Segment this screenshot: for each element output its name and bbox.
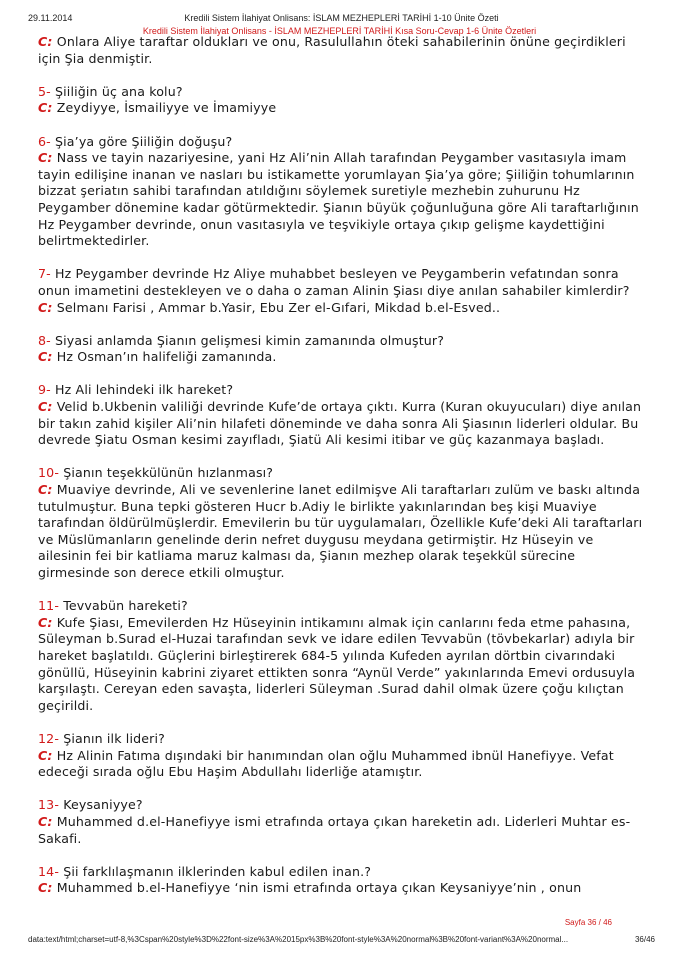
answer-text: Velid b.Ukbenin valiliği devrinde Kufe’de ortaya çıktı. Kurra (Kuran okuyucuları) diye anılan bir takın zahid kişiler Ali’nin hilafeti döneminde ve daha sonra Ali Şiasının liderleri oldular. Bu devrede Şiatu Osman kesimi zayıfladı, Şiatü Ali kesimi itibar ve güç kazanmaya başladı. bbox=[38, 399, 642, 448]
answer-text: Muhammed d.el-Hanefiyye ismi etrafında ortaya çıkan hareketin adı. Liderleri Muhtar es-Sakafi. bbox=[38, 813, 631, 846]
running-header: Kredili Sistem İlahiyat Onlisans - İSLAM MEZHEPLERİ TARİHİ Kısa Soru-Cevap 1-6 Ünite Özetleri bbox=[142, 26, 537, 36]
question-number: 13- bbox=[38, 797, 60, 813]
answer bbox=[38, 399, 650, 449]
answer bbox=[38, 34, 650, 67]
qa-item bbox=[38, 598, 650, 714]
print-url: data:text/html;charset=utf-8,%3Cspan%20style%3D%22font-size%3A%2015px%3B%20font-style%3A%20normal%3B%20font-variant%3A%20normal... bbox=[28, 935, 569, 944]
question-number: 14- bbox=[38, 863, 60, 879]
question-text: Şii farklılaşmanın ilklerinden kabul edilen inan.? bbox=[63, 863, 372, 879]
answer-label: C: bbox=[38, 747, 53, 763]
answer bbox=[38, 482, 650, 582]
page-stamp: Sayfa 36 / 46 bbox=[564, 918, 612, 927]
question bbox=[38, 333, 650, 350]
question-number: 11- bbox=[38, 598, 60, 614]
qa-item bbox=[38, 465, 650, 581]
qa-item bbox=[38, 864, 650, 897]
qa-item bbox=[38, 134, 650, 250]
answer-label: C: bbox=[38, 150, 53, 166]
print-page-number: 36/46 bbox=[634, 935, 655, 944]
question-number: 12- bbox=[38, 730, 60, 746]
question-number: 10- bbox=[38, 465, 60, 481]
answer-label: C: bbox=[38, 34, 53, 49]
question bbox=[38, 598, 650, 615]
qa-item bbox=[38, 382, 650, 448]
answer bbox=[38, 300, 650, 317]
question bbox=[38, 84, 650, 101]
question bbox=[38, 382, 650, 399]
question-text: Tevvabün hareketi? bbox=[63, 598, 188, 614]
answer-text: Kufe Şiası, Emevilerden Hz Hüseyinin intikamını almak için canlarını feda etme pahasına, Süleyman b.Surad el-Huzai tarafından sevk ve idare edilen Tevvabün (tövbekarlar) adıyla bir hareket başlatıldı. Güçlerini birleştirerek 684-5 yılında Kufeden ayrılan dörtbin civarındaki gönüllü, Hüseyinin kabrini ziyaret ettikten sonra “Aynül Verde” yakınlarında Emevi ordusuyla karşılaştı. Cereyan eden savaşta, liderleri Süleyman .Surad dahil olmak üzere çoğu kılıçtan geçirildi. bbox=[38, 614, 636, 713]
question-number: 6- bbox=[38, 133, 51, 149]
answer bbox=[38, 100, 650, 117]
answer-text: Onlara Aliye taraftar oldukları ve onu, Rasulullahın öteki sahabilerinin önüne geçirdikleri için Şia denmiştir. bbox=[38, 34, 626, 66]
question bbox=[38, 465, 650, 482]
print-header bbox=[28, 13, 655, 25]
question-text: Şianın teşekkülünün hızlanması? bbox=[63, 465, 274, 481]
print-title: Kredili Sistem İlahiyat Onlisans: İSLAM MEZHEPLERİ TARİHİ 1-10 Ünite Özeti bbox=[184, 13, 499, 23]
answer bbox=[38, 748, 650, 781]
answer-text: Hz Osman’ın halifeliği zamanında. bbox=[56, 349, 277, 365]
answer-label: C: bbox=[38, 482, 53, 498]
answer bbox=[38, 615, 650, 715]
answer-label: C: bbox=[38, 813, 53, 829]
answer-text: Selmanı Farisi , Ammar b.Yasir, Ebu Zer el-Gıfari, Mikdad b.el-Esved.. bbox=[56, 299, 501, 315]
answer-text: Muhammed b.el-Hanefiyye ‘nin ismi etrafında ortaya çıkan Keysaniyye’nin , onun bbox=[56, 880, 582, 896]
answer-label: C: bbox=[38, 614, 53, 630]
document-body bbox=[38, 34, 650, 913]
question bbox=[38, 266, 650, 299]
qa-item bbox=[38, 797, 650, 847]
qa-item bbox=[38, 333, 650, 366]
answer-label: C: bbox=[38, 349, 53, 365]
answer-text: Hz Alinin Fatıma dışındaki bir hanımından olan oğlu Muhammed ibnül Hanefiyye. Vefat edeceği sırada oğlu Ebu Haşim Abdullahı liderliğe atamıştır. bbox=[38, 747, 614, 780]
answer bbox=[38, 150, 650, 250]
question-text: Siyasi anlamda Şianın gelişmesi kimin zamanında olmuştur? bbox=[55, 332, 445, 348]
question-text: Hz Ali lehindeki ilk hareket? bbox=[55, 382, 234, 398]
answer-text: Muaviye devrinde, Ali ve sevenlerine lanet edilmişve Ali taraftarları zulüm ve baskı altında tutulmuştur. Buna tepki gösteren Hucr b.Adiy le birlikte yakınlarından beş kişi Muaviye tarafından öldürülmüşlerdir. Emevilerin bu tür uygulamaları, Özellikle Kufe’deki Ali taraftarları ve Müslümanların genelinde derin nefret duygusu meydana getirmiştir. Hz Hüseyin ve ailesinin fei bir katliama maruz kalması da, Şianın mezhep olarak teşekkül sürecine girmesinde son derece etkili olmuştur. bbox=[38, 482, 643, 580]
answer-text: Zeydiyye, İsmailiyye ve İmamiyye bbox=[56, 100, 277, 116]
question bbox=[38, 864, 650, 881]
answer bbox=[38, 814, 650, 847]
answer bbox=[38, 880, 650, 897]
answer-label: C: bbox=[38, 100, 53, 116]
print-date: 29.11.2014 bbox=[28, 13, 73, 23]
qa-item bbox=[38, 731, 650, 781]
question-number: 5- bbox=[38, 83, 51, 99]
answer-label: C: bbox=[38, 880, 53, 896]
question-text: Şianın ilk lideri? bbox=[63, 730, 165, 746]
question bbox=[38, 797, 650, 814]
question bbox=[38, 731, 650, 748]
answer-label: C: bbox=[38, 399, 53, 415]
question-number: 9- bbox=[38, 382, 51, 398]
question-number: 8- bbox=[38, 332, 51, 348]
question-text: Şia’ya göre Şiiliğin doğuşu? bbox=[55, 133, 233, 149]
answer-label: C: bbox=[38, 299, 53, 315]
answer-text: Nass ve tayin nazariyesine, yani Hz Ali’nin Allah tarafından Peygamber vasıtasıyla imam tayin edilişine inanan ve nasları bu istikamette yorumlayan Şia’ya göre; Şiiliğin tohumlarının bizzat şeriatın sahibi tarafından atıldığını söylemek suretiyle mezhebin zuhurunu Hz Peygamber dönemine kadar götürmektedir. Şianın büyük çoğunluğuna göre Ali taraftarlığının Hz Peygamber devrinde, onun vasıtasıyla ve teşvikiyle ortaya çıkıp gelişme kaydettiğini belirtmektedirler. bbox=[38, 150, 639, 249]
question bbox=[38, 134, 650, 151]
print-footer bbox=[28, 935, 655, 947]
question-text: Şiiliğin üç ana kolu? bbox=[55, 83, 183, 99]
question-number: 7- bbox=[38, 266, 51, 282]
answer bbox=[38, 349, 650, 366]
qa-item bbox=[38, 84, 650, 117]
qa-item bbox=[38, 34, 650, 67]
question-text: Keysaniyye? bbox=[63, 797, 143, 813]
question-text: Hz Peygamber devrinde Hz Aliye muhabbet besleyen ve Peygamberin vefatından sonra onun imametini destekleyen ve o daha o zaman Alinin Şiası diye anılan sahabiler kimlerdir? bbox=[38, 266, 630, 298]
qa-item bbox=[38, 266, 650, 316]
